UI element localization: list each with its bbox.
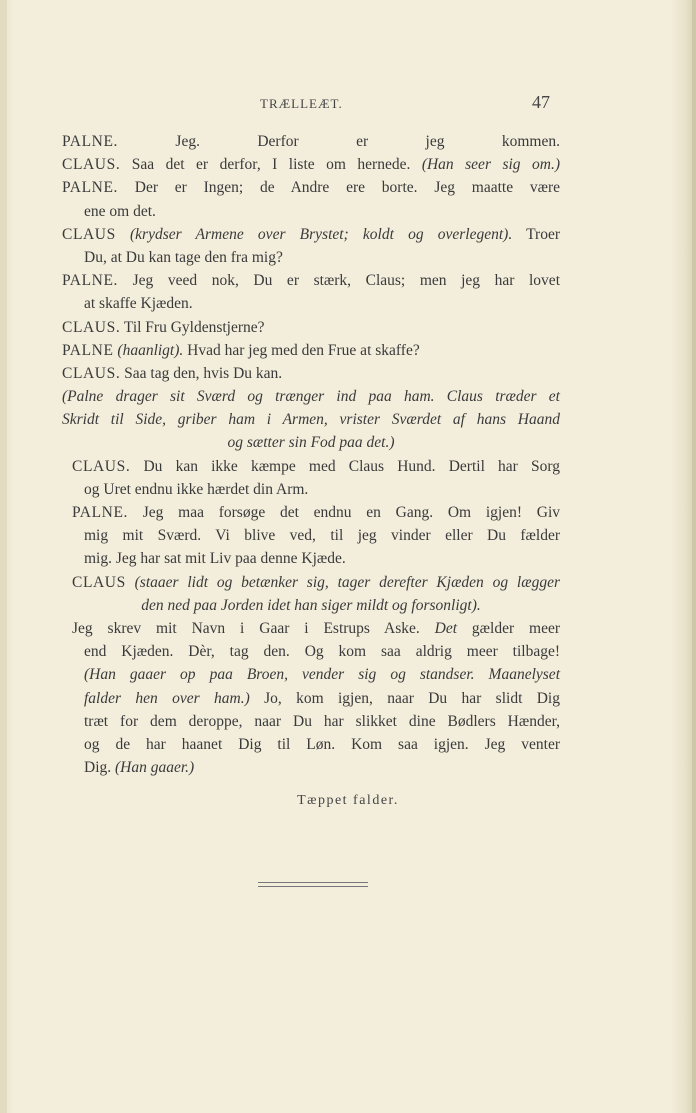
- page-header: [0, 92, 696, 116]
- curtain-falls: Tæppet falder.: [297, 793, 399, 808]
- text-line: Dig. (Han gaaer.): [84, 759, 195, 777]
- text-line: og Uret endnu ikke hærdet din Arm.: [84, 480, 309, 498]
- stage-direction: og sætter sin Fod paa det.): [227, 434, 395, 452]
- text-line: ene om det.: [84, 202, 156, 220]
- text-line: PALNE. Jeg. Derfor er jeg kommen.: [62, 133, 560, 150]
- text-line: end Kjæden. Dèr, tag den. Og kom saa aldrig meer tilbage!: [84, 643, 560, 661]
- end-rule: [258, 882, 368, 883]
- text-line: PALNE (haanligt). Hvad har jeg med den Frue at skaffe?: [62, 341, 420, 359]
- text-line: PALNE. Jeg maa forsøge det endnu en Gang. Om igjen! Giv: [72, 504, 560, 521]
- text-line: træt for dem deroppe, naar Du har slikket dine Bødlers Hænder,: [84, 712, 560, 730]
- text-line: mig. Jeg har sat mit Liv paa denne Kjæde.: [84, 550, 346, 568]
- page-gutter: [0, 0, 7, 1113]
- running-head: TRÆLLEÆT.: [260, 96, 343, 111]
- text-line: Du, at Du kan tage den fra mig?: [84, 248, 283, 266]
- stage-direction: (Han gaaer op paa Broen, vender sig og standser. Maanelyset: [84, 666, 560, 684]
- stage-direction: Skridt til Side, griber ham i Armen, vrister Sværdet af hans Haand: [62, 411, 560, 429]
- text-line: CLAUS. Saa tag den, hvis Du kan.: [62, 364, 283, 382]
- text-line: CLAUS (krydser Armene over Brystet; koldt og overlegent). Troer: [62, 225, 560, 243]
- text-line: og de har haanet Dig til Løn. Kom saa igjen. Jeg venter: [84, 735, 560, 753]
- text-line: mig mit Sværd. Vi blive ved, til jeg vinder eller Du fælder: [84, 527, 560, 545]
- text-line: PALNE. Jeg veed nok, Du er stærk, Claus; men jeg har lovet: [62, 272, 560, 290]
- text-line: at skaffe Kjæden.: [84, 295, 193, 313]
- text-line: Jeg skrev mit Navn i Gaar i Estrups Aske. Det gælder meer: [72, 619, 560, 637]
- end-rule: [258, 886, 368, 887]
- play-text: [62, 130, 560, 779]
- stage-direction: (Palne drager sit Sværd og trænger ind paa ham. Claus træder et: [62, 388, 560, 406]
- text-line: CLAUS. Du kan ikke kæmpe med Claus Hund. Dertil har Sorg: [72, 457, 560, 475]
- text-line: falder hen over ham.) Jo, kom igjen, naar Du har slidt Dig: [84, 689, 560, 707]
- page-edge: [692, 0, 696, 1113]
- text-line: CLAUS. Saa det er derfor, I liste om hernede. (Han seer sig om.): [62, 156, 560, 174]
- text-line: CLAUS. Til Fru Gyldenstjerne?: [62, 318, 265, 336]
- text-line: PALNE. Der er Ingen; de Andre ere borte. Jeg maatte være: [62, 179, 560, 197]
- text-line: CLAUS (staaer lidt og betænker sig, tager derefter Kjæden og lægger: [72, 573, 560, 591]
- stage-direction: den ned paa Jorden idet han siger mildt og forsonligt).: [141, 596, 481, 614]
- page-number: 47: [532, 92, 550, 112]
